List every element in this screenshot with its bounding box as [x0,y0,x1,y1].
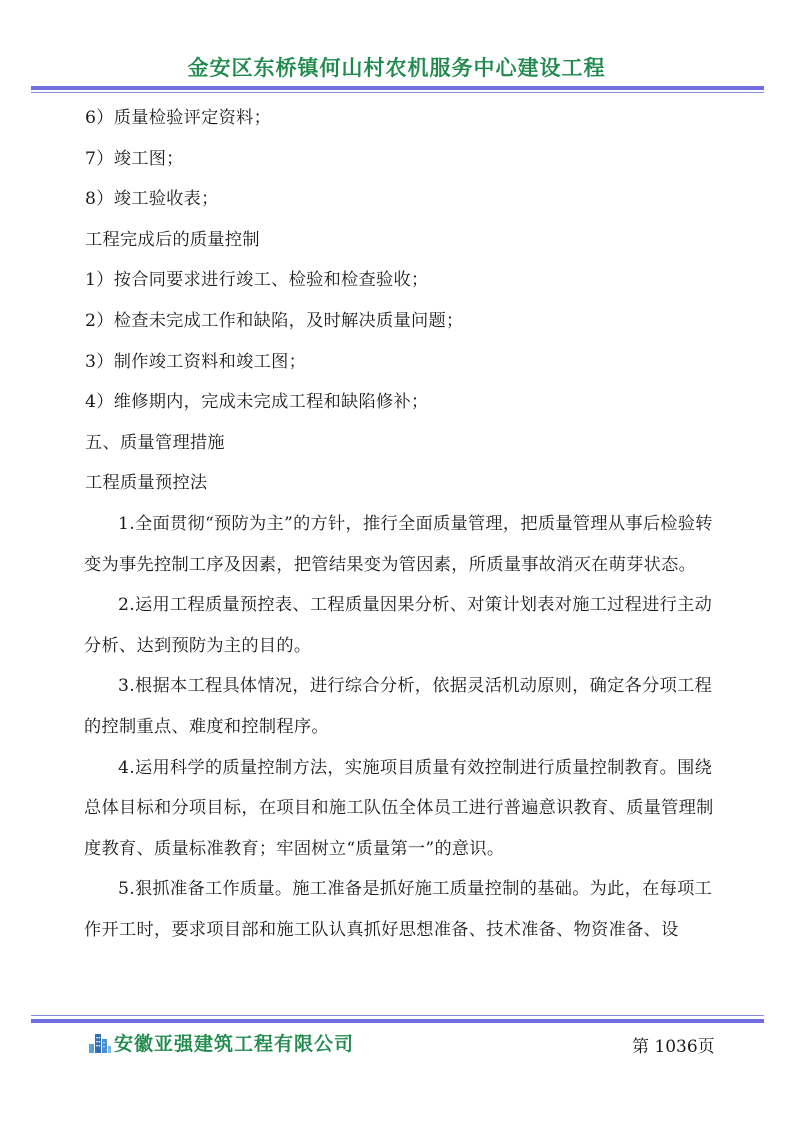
footer-rule-thin [31,1015,764,1016]
building-logo-icon [88,1030,112,1054]
document-body [84,98,724,950]
paragraph-2: 2.运用工程质量预控表、工程质量因果分析、对策计划表对施工过程进行主动分析、达到预防为主的目的。 [84,595,713,656]
paragraph-1: 1.全面贯彻“预防为主”的方针，推行全面质量管理，把质量管理从事后检验转变为事先控制工序及因素，把管结果变为管因素，所质量事故消灭在萌芽状态。 [84,513,713,575]
list-item-7: 7）竣工图； [85,148,184,169]
list-item-4: 4）维修期内，完成未完成工程和缺陷修补； [85,392,429,413]
section-heading-5: 五、质量管理措施 [85,432,225,453]
list-item-6: 6）质量检验评定资料； [85,108,272,128]
subheading-post-completion: 工程完成后的质量控制 [85,229,260,250]
paragraph-4: 4.运用科学的质量控制方法，实施项目质量有效控制进行质量控制教育。围绕总体目标和分项目标，在项目和施工队伍全体员工进行普遍意识教育、质量管理制度教育、质量标准教育；牢固树立“质量第一”的意识。 [84,757,714,859]
page-header [0,0,793,96]
footer-rule-thick [31,1019,764,1023]
list-item-1: 1）按合同要求进行竣工、检验和检查验收； [85,270,429,291]
list-item-2: 2）检查未完成工作和缺陷，及时解决质量问题； [85,310,464,331]
header-title: 金安区东桥镇何山村农机服务中心建设工程 [187,56,606,80]
page-footer [0,1010,793,1070]
subheading-precontrol: 工程质量预控法 [85,473,208,494]
company-name: 安徽亚强建筑工程有限公司 [114,1033,355,1055]
paragraph-5: 5.狠抓准备工作质量。施工准备是抓好施工质量控制的基础。为此，在每项工作开工时，要求项目部和施工队认真抓好思想准备、技术准备、物资准备、设 [84,879,713,940]
list-item-8: 8）竣工验收表； [85,189,219,210]
header-rule-thick [31,86,764,90]
list-item-3: 3）制作竣工资料和竣工图； [85,351,307,372]
page-number: 第 1036页 [632,1037,715,1057]
paragraph-3: 3.根据本工程具体情况，进行综合分析，依据灵活机动原则，确定各分项工程的控制重点、难度和控制程序。 [84,676,713,737]
header-rule-thin [31,92,764,93]
